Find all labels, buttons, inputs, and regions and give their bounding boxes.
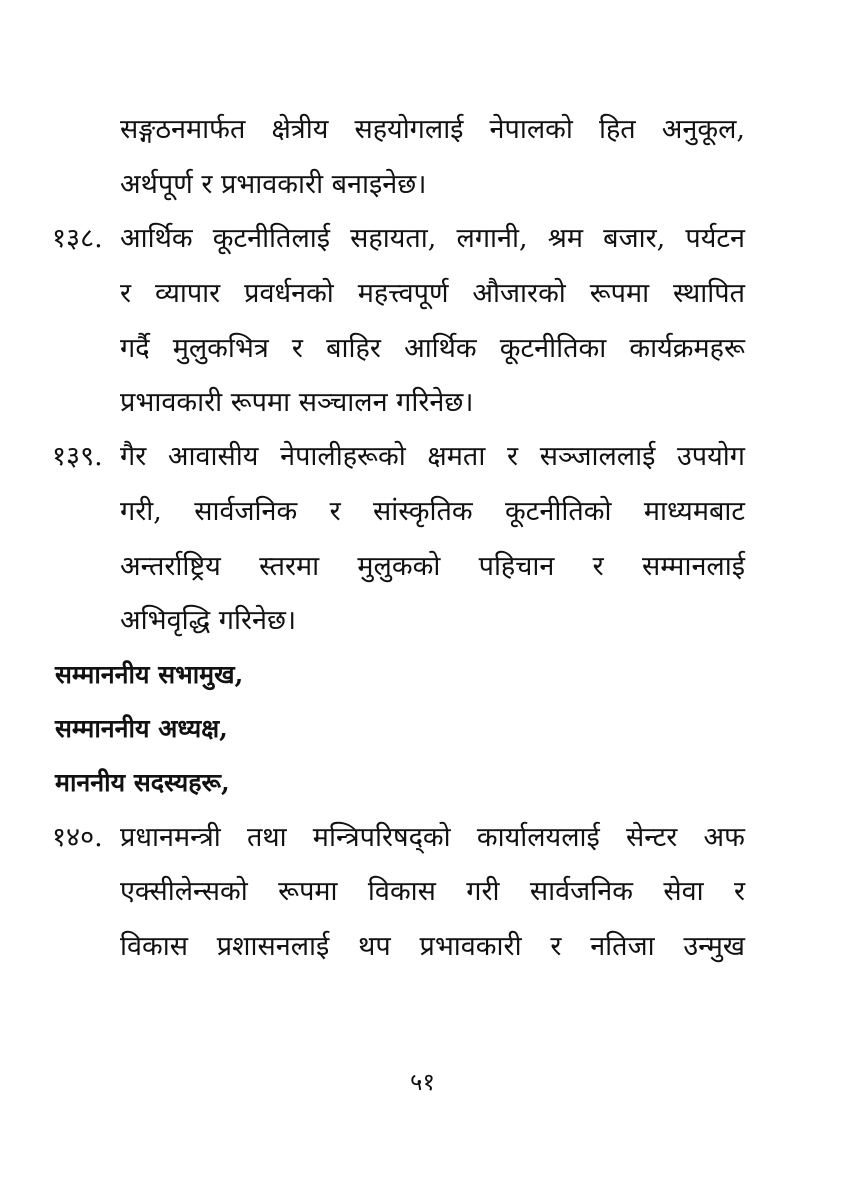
paragraph-line: अर्थपूर्ण र प्रभावकारी बनाइनेछ। [120, 169, 427, 200]
point-number: १३८. [52, 223, 103, 254]
paragraph-line: गैर आवासीय नेपालीहरूको क्षमता र सञ्जाललाई उपयोग [120, 441, 745, 472]
paragraph-line: अभिवृद्धि गरिनेछ। [120, 605, 297, 636]
paragraph-line: सङ्गठनमार्फत क्षेत्रीय सहयोगलाई नेपालको हित अनुकूल, [120, 114, 745, 145]
paragraph-line: गर्दै मुलुकभित्र र बाहिर आर्थिक कूटनीतिका कार्यक्रमहरू [120, 333, 745, 364]
paragraph-line: गरी, सार्वजनिक र सांस्कृतिक कूटनीतिको माध्यमबाट [120, 496, 745, 527]
paragraph-line: र व्यापार प्रवर्धनको महत्त्वपूर्ण औजारको रूपमा स्थापित [120, 278, 745, 309]
paragraph-line: विकास प्रशासनलाई थप प्रभावकारी र नतिजा उन्मुख [120, 931, 745, 962]
salutation-members: माननीय सदस्यहरू, [55, 768, 230, 797]
salutation-speaker: सम्माननीय सभामुख, [55, 660, 244, 689]
paragraph-line: एक्सीलेन्सको रूपमा विकास गरी सार्वजनिक सेवा र [120, 876, 745, 907]
paragraph-line: आर्थिक कूटनीतिलाई सहायता, लगानी, श्रम बजार, पर्यटन [120, 223, 745, 254]
point-number: १४०. [52, 822, 103, 853]
salutation-chair: सम्माननीय अध्यक्ष, [55, 714, 228, 743]
paragraph-line: प्रभावकारी रूपमा सञ्चालन गरिनेछ। [120, 387, 474, 418]
point-number: १३९. [52, 441, 103, 472]
page-number: ५१ [410, 1068, 435, 1096]
paragraph-line: अन्तर्राष्ट्रिय स्तरमा मुलुकको पहिचान र सम्मानलाई [120, 551, 745, 582]
paragraph-line: प्रधानमन्त्री तथा मन्त्रिपरिषद्को कार्यालयलाई सेन्टर अफ [120, 822, 745, 853]
